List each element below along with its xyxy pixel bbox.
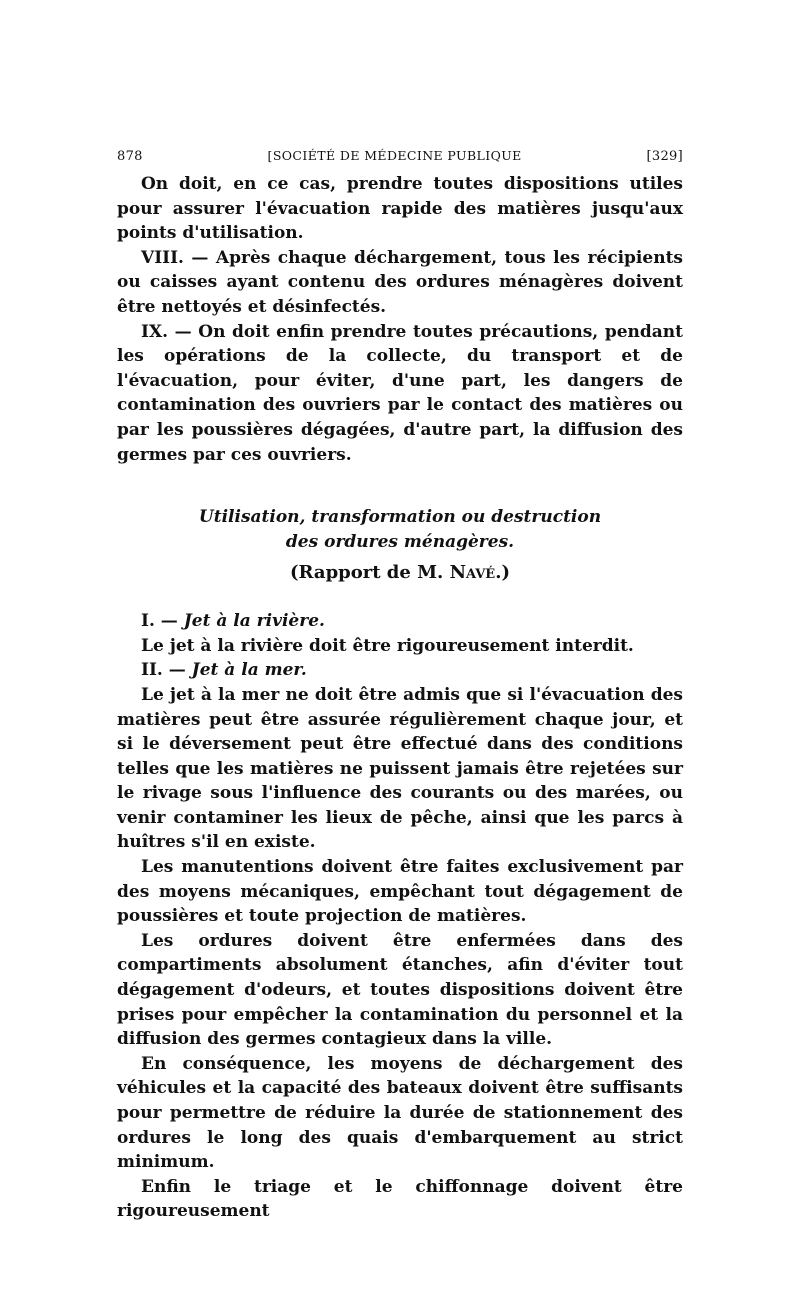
paragraph-viii: VIII. — Après chaque déchargement, tous les récipients ou caisses ayant contenu des ordures ménagères doivent être nettoyés et désinfectés. [117,247,683,317]
paragraph-manutentions: Les manutentions doivent être faites exclusivement par des moyens mécaniques, empêchant tout dégagement de poussières et toute projection de matières. [117,857,683,927]
running-header [117,148,683,172]
running-title: [SOCIÉTÉ DE MÉDECINE PUBLIQUE [267,148,522,163]
rapport-attribution [117,559,683,587]
items-spacer [117,587,683,609]
paragraph-jet-mer: Le jet à la mer ne doit être admis que si l'évacuation des matières peut être assurée régulièrement chaque jour, et si le déversement peut être effectué dans des conditions telles que les matières ne puissent jamais être rejetées sur le rivage sous l'influence des courants ou des marées, ou venir contaminer les lieux de pêche, ainsi que les parcs à huîtres s'il en existe. [117,684,683,853]
paragraph-consequence: En conséquence, les moyens de déchargement des véhicules et la capacité des bateaux doivent être suffisants pour permettre de réduire la durée de stationnement des ordures le long des quais d'embarquement au strict minimum. [117,1053,683,1173]
rapport-suffix: .) [495,562,510,584]
item-2-number: II. — [141,660,186,681]
item-1-text: Le jet à la rivière doit être rigoureusement interdit. [141,635,634,656]
item-1-title: Jet à la rivière. [183,611,325,632]
section-title-line2: des ordures ménagères. [285,532,515,553]
item-2-title: Jet à la mer. [191,660,307,681]
paragraph-ix: IX. — On doit enfin prendre toutes précautions, pendant les opérations de la collecte, du transport et de l'évacuation, pour éviter, d'une part, les dangers de contamination des ouvriers par le contact des matières ou par les poussières dégagées, d'autre part, la diffusion des germes par ces ouvriers. [117,321,683,465]
item-1-heading [117,609,683,634]
paragraph-evacuation: On doit, en ce cas, prendre toutes dispositions utiles pour assurer l'évacuation rapide des matières jusqu'aux points d'utilisation. [117,174,683,244]
paragraph-compartiments: Les ordures doivent être enfermées dans des compartiments absolument étanches, afin d'éviter tout dégagement d'odeurs, et toutes dispositions doivent être prises pour empêcher la contamination du personnel et la diffusion des germes contagieux dans la ville. [117,930,683,1050]
page-number: 878 [117,149,143,164]
bracket-number: [329] [646,149,683,164]
rapport-prefix: (Rapport de M. [290,562,444,584]
item-1-number: I. — [141,611,178,632]
paragraph-triage: Enfin le triage et le chiffonnage doivent être rigoureusement [117,1176,683,1222]
rapport-author: Navé [449,562,496,584]
section-title-line1: Utilisation, transformation ou destruction [198,507,602,528]
book-page [117,148,683,1224]
section-spacer [117,467,683,505]
item-2-heading [117,658,683,683]
